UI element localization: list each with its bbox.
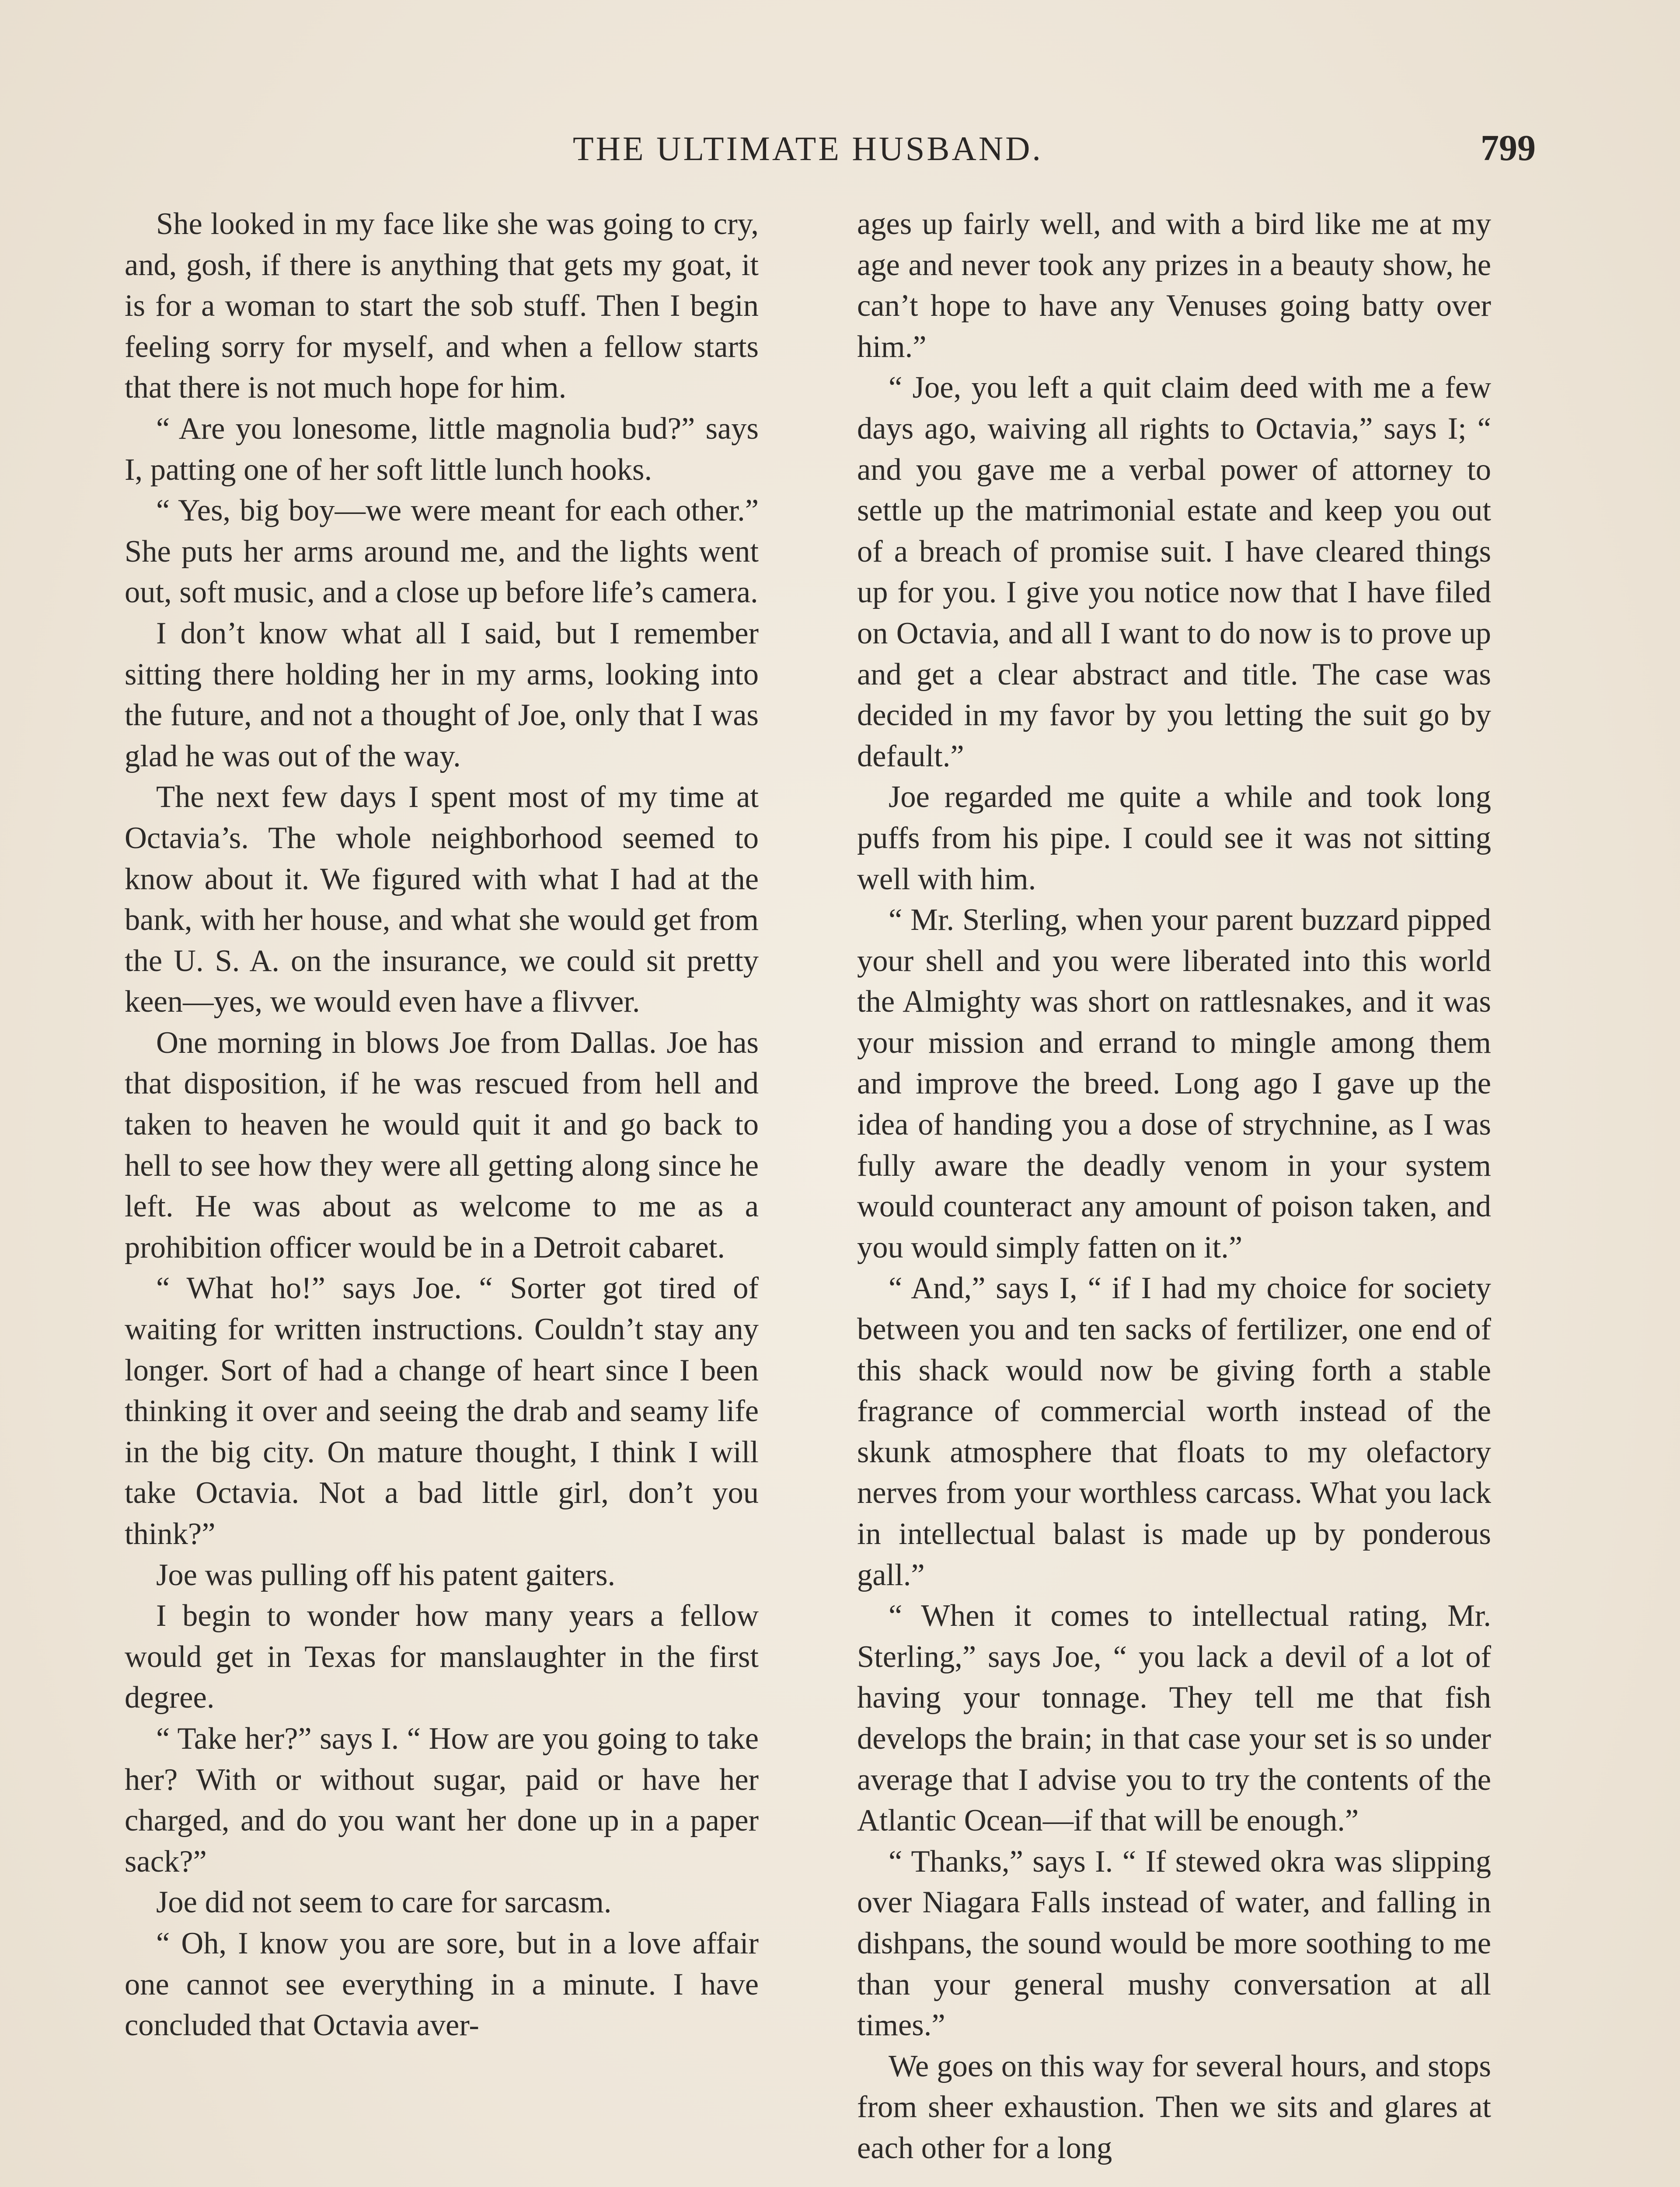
- paragraph: ages up fairly well, and with a bird like me at my age and never took any prizes in a beauty show, he can’t hope to have any Venuses going batty over him.”: [857, 207, 1491, 364]
- running-head: THE ULTIMATE HUSBAND.: [573, 129, 1043, 168]
- paragraph: “ Thanks,” says I. “ If stewed okra was slipping over Niagara Falls instead of water, and falling in dishpans, the sound would be more soothing to me than your general mushy conversation at all times.”: [857, 1844, 1491, 2043]
- paragraph: “ What ho!” says Joe. “ Sorter got tired of waiting for written instructions. Couldn’t stay any longer. Sort of had a change of heart since I been thinking it over and seeing the drab and seamy life in the big city. On mature thought, I think I will take Octavia. Not a bad little girl, don’t you think?”: [125, 1271, 759, 1551]
- right-column: [857, 204, 1491, 2169]
- paragraph: “ Yes, big boy—we were meant for each other.” She puts her arms around me, and the lights went out, soft music, and a close up before life’s camera.: [125, 493, 759, 610]
- paragraph: She looked in my face like she was going to cry, and, gosh, if there is anything that gets my goat, it is for a woman to start the sob stuff. Then I begin feeling sorry for myself, and when a fellow starts that there is not much hope for him.: [125, 207, 759, 405]
- paragraph: Joe was pulling off his patent gaiters.: [156, 1558, 616, 1592]
- page-number: 799: [1481, 128, 1536, 168]
- paragraph: I begin to wonder how many years a fellow would get in Texas for manslaughter in the first degree.: [125, 1599, 759, 1715]
- paragraph: “ And,” says I, “ if I had my choice for society between you and ten sacks of fertilizer, one end of this shack would now be giving forth a stable fragrance of commercial worth instead of the skunk atmosphere that floats to my olefactory nerves from your worthless carcass. What you lack in intellectual balast is made up by ponderous gall.”: [857, 1271, 1491, 1592]
- paragraph: “ Take her?” says I. “ How are you going to take her? With or without sugar, paid or have her charged, and do you want her done up in a paper sack?”: [125, 1721, 759, 1879]
- paragraph: We goes on this way for several hours, and stops from sheer exhaustion. Then we sits and glares at each other for a long: [857, 2049, 1491, 2165]
- paragraph: “ Joe, you left a quit claim deed with me a few days ago, waiving all rights to Octavia,” says I; “ and you gave me a verbal power of attorney to settle up the matrimonial estate and keep you out of a breach of promise suit. I have cleared things up for you. I give you notice now that I have filed on Octavia, and all I want to do now is to prove up and get a clear abstract and title. The case was decided in my favor by you letting the suit go by default.”: [857, 370, 1491, 773]
- paragraph: “ Are you lonesome, little magnolia bud?” says I, patting one of her soft little lunch hooks.: [125, 411, 759, 487]
- paragraph: The next few days I spent most of my time at Octavia’s. The whole neighborhood seemed to know about it. We figured with what I had at the bank, with her house, and what she would get from the U. S. A. on the insurance, we could sit pretty keen—yes, we would even have a flivver.: [125, 780, 759, 1019]
- paragraph: “ When it comes to intellectual rating, Mr. Sterling,” says Joe, “ you lack a devil of a lot of having your tonnage. They tell me that fish develops the brain; in that case your set is so under average that I advise you to try the contents of the Atlantic Ocean—if that will be enough.”: [857, 1599, 1491, 1838]
- paragraph: “ Mr. Sterling, when your parent buzzard pipped your shell and you were liberated into this world the Almighty was short on rattlesnakes, and it was your mission and errand to mingle among them and improve the breed. Long ago I gave up the idea of handing you a dose of strychnine, as I was fully aware the deadly venom in your system would counteract any amount of poison taken, and you would simply fatten on it.”: [857, 903, 1491, 1265]
- paragraph: I don’t know what all I said, but I remember sitting there holding her in my arms, looking into the future, and not a thought of Joe, only that I was glad he was out of the way.: [125, 616, 759, 773]
- paragraph: One morning in blows Joe from Dallas. Joe has that disposition, if he was rescued from hell and taken to heaven he would quit it and go back to hell to see how they were all getting along since he left. He was about as welcome to me as a prohibition officer would be in a Detroit cabaret.: [125, 1025, 759, 1265]
- paragraph: “ Oh, I know you are sore, but in a love affair one cannot see everything in a minute. I have concluded that Octavia aver-: [125, 1926, 759, 2043]
- paragraph: Joe regarded me quite a while and took long puffs from his pipe. I could see it was not sitting well with him.: [857, 780, 1491, 896]
- left-column: [125, 204, 759, 2046]
- paragraph: Joe did not seem to care for sarcasm.: [156, 1885, 612, 1920]
